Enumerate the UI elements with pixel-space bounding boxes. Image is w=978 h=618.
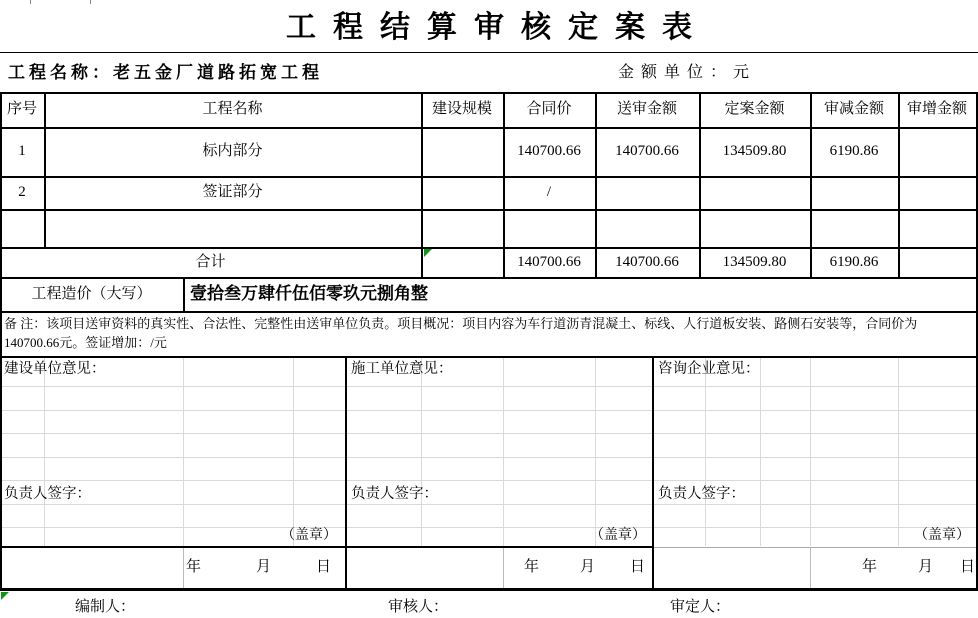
date-month-label: 月 [256,559,272,575]
gridline [421,356,422,546]
cell-flag-icon [424,249,432,257]
gridline [810,356,811,546]
gridline [2,386,976,387]
cell-seq: 2 [18,184,26,200]
cell-flag-icon [1,592,9,600]
reviewer-label: 审核人： [388,599,449,615]
table-border [0,588,978,591]
gridline [503,356,504,546]
col-header-contract: 合同价 [526,101,572,117]
cell-contract: 140700.66 [517,143,581,159]
table-border [654,547,978,548]
col-header-submitted: 送审金额 [616,101,677,117]
total-label: 合计 [195,254,226,270]
cost-words-value: 壹拾叁万肆仟伍佰零玖元捌角整 [190,284,428,303]
gridline [2,410,976,411]
gridline [2,433,976,434]
gridline [293,356,294,546]
cell-final: 134509.80 [722,143,787,159]
sign-label: 负责人签字： [351,486,438,502]
amount-unit: 金额单位：元 [618,64,757,81]
section-divider [345,356,347,591]
col-header-scale: 建设规模 [431,101,492,117]
col-header-seq: 序号 [6,101,37,117]
cell-submitted: 140700.66 [615,143,679,159]
section-divider [652,356,654,591]
sign-label: 负责人签字： [658,486,745,502]
gridline [2,504,976,505]
approver-label: 审定人： [670,599,731,615]
col-header-reduced: 审减金额 [823,101,884,117]
gridline-tick [30,0,31,4]
gridline [44,356,45,546]
date-day-label: 日 [630,559,646,575]
gridline [898,356,899,546]
remark-text: 备 注：该项目送审资料的真实性、合法性、完整性由送审单位负责。项目概况：项目内容为车行道沥青混凝土、标线、人行道板安装、路侧石安装等，合同价为140700.66元。签证增加：/元 [4,316,918,350]
gridline [183,548,184,588]
seal-label: （盖章） [914,528,970,543]
cell-reduced: 6190.86 [829,143,879,159]
opinion-label-owner: 建设单位意见： [4,361,106,377]
gridline [760,356,761,546]
date-day-label: 日 [316,559,332,575]
page-title: 工程结算审核定案表 [286,11,709,44]
gridline [183,356,184,546]
seal-label: （盖章） [281,528,337,543]
cell-seq: 1 [18,143,26,159]
table-border [0,209,978,211]
date-day-label: 日 [960,559,976,575]
table-border [0,546,654,548]
preparer-label: 编制人： [75,599,136,615]
gridline-tick [90,0,91,4]
gridline [595,356,596,546]
col-header-final: 定案金额 [724,101,785,117]
cost-words-label: 工程造价（大写） [31,286,152,302]
seal-label: （盖章） [590,528,646,543]
opinion-label-contractor: 施工单位意见： [351,361,453,377]
total-reduced: 6190.86 [829,254,879,270]
cell-contract: / [546,184,552,200]
opinion-label-consultant: 咨询企业意见： [658,361,760,377]
date-year-label: 年 [524,559,540,575]
total-final: 134509.80 [722,254,787,270]
date-month-label: 月 [918,559,934,575]
col-header-increased: 审增金额 [906,101,967,117]
cell-name: 标内部分 [202,143,263,159]
table-border [0,356,978,358]
date-year-label: 年 [186,559,202,575]
cell-name: 签证部分 [202,184,263,200]
gridline [503,548,504,588]
date-month-label: 月 [580,559,596,575]
total-submitted: 140700.66 [615,254,679,270]
total-contract: 140700.66 [517,254,581,270]
table-border [183,277,185,313]
gridline [705,356,706,546]
project-name: 工程名称：老五金厂道路拓宽工程 [8,63,323,82]
gridline [2,457,976,458]
table-border [0,311,978,313]
col-header-name: 工程名称 [202,101,263,117]
gridline [810,548,811,588]
sign-label: 负责人签字： [4,486,91,502]
date-year-label: 年 [862,559,878,575]
gridline [2,480,976,481]
title-divider [0,52,978,53]
